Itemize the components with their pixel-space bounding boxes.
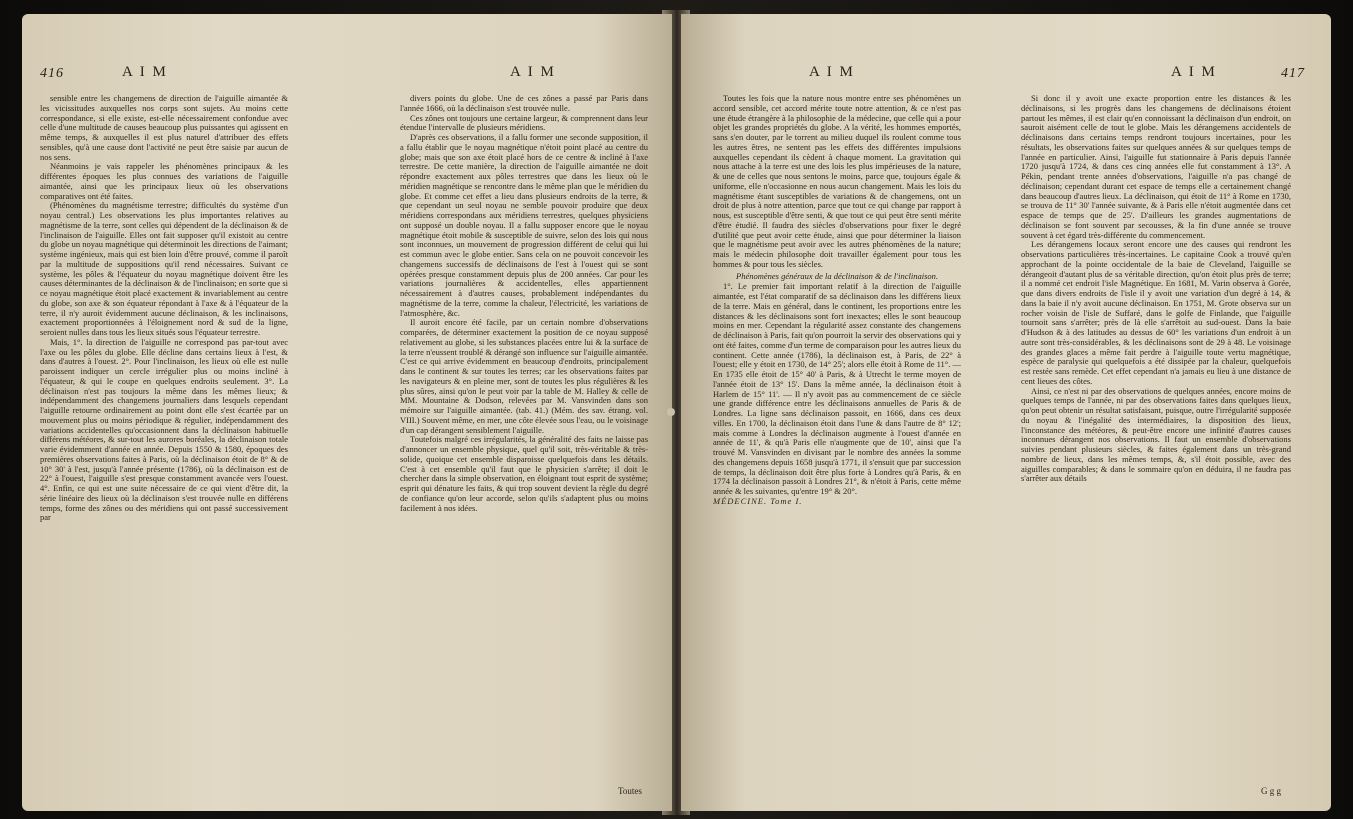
paragraph: Les dérangemens locaux seront encore une des causes qui rendront les observations particulières très-incertaines. Le capitaine Cook a trouvé qu'en approchant de la pointe occidentale de la baie de Cleveland, l'aiguille se dérangeoit d'autant plus de sa véritable direction, qu'on étoit plus près de terre; il a nommé cet endroit l'isle Magnétique. En 1681, M. Varin observa à Gorée, que dans divers endroits de l'isle il y avoit une variation d'un degré à 14, & dans la baie il n'y avoit aucune déclinaison. En 1751, M. Grote observa sur un rocher voisin de l'isle de Suffaré, dans le golfe de Finlande, que l'aiguille tournoit sans s'arrêter; près de là elle s'arrêtoit au sud-ouest. Dans la baie d'Hudson & à des latitudes au dessus de 60° les variations d'un endroit à un autre sont très-considérables, & les déclinaisons sont de 29 à 48. Le voisinage des grandes glaces a même fait perdre à l'aiguille toute vertu magnétique, espèce de paralysie qui quelquefois a été dissipée par la chaleur, quelquefois est restée sans remède. Cet effet cependant n'a jamais eu lieu à une distance de cent lieues des côtes. [1021,239,1291,386]
column-4 [1021,94,1291,784]
section-heading: Phénomènes généraux de la déclinaison & de l'inclinaison. [736,270,938,281]
paragraph: Toutefois malgré ces irrégularités, la généralité des faits ne laisse pas d'annoncer un ensemble physique, quel qu'il soit, très-véritable & très-solide, quoique cet ensemble disparoisse quelquefois dans les détails. C'est à cet ensemble qu'il faut que le physicien s'arrête; il doit le chercher dans la simple observation, en éloignant tout esprit de système; esprit qui dénature les faits, & qui trop souvent devient la règle du degré de confiance qu'on leur accorde, selon qu'ils s'adaptent plus ou moins facilement à nos idées. [400,434,648,513]
paragraph: Ainsi, ce n'est ni par des observations de quelques années, encore moins de quelques temps de l'année, ni par des observations faites dans quelques lieux, qu'on peut obtenir un résultat satisfaisant, puisque, outre l'irrégularité supposée du noyau & l'inégalité des intermédiaires, la disposition des lieux, l'inconstance des météores, & peut-être encore une infinité d'autres causes inconnues dérangent nos observations. Il faut un ensemble d'observations suivies pendant plusieurs siècles, & faites également dans un très-grand nombre de lieux, dans les mêmes temps, &, s'il étoit possible, avec des aiguilles comparables; & dans le sommaire qu'on en déduira, il ne faudra pas s'arrêter aux détails [1021,385,1291,484]
paragraph: Néanmoins je vais rappeler les phénomènes principaux & les différentes époques les plus connues des variations de l'aiguille aimantée, ainsi que les principaux lieux où les observations comparatives ont été faites. [40,161,288,201]
left-page [22,14,672,811]
page-number-right: 417 [1281,66,1305,81]
margin-spot [667,408,675,416]
right-page [681,14,1331,811]
column-1 [40,94,288,784]
catchword: Toutes [618,786,642,796]
running-head-right-b: A I M [1171,64,1217,80]
paragraph: Ces zônes ont toujours une certaine largeur, & comprennent dans leur étendue l'intervalle de plusieurs méridiens. [400,112,648,133]
paragraph: Toutes les fois que la nature nous montre entre ses phénomènes un accord sensible, cet accord mérite toute notre attention, & ce n'est pas une étude étrangère à la philosophie de la médecine, que celle qui a pour objet les grandes propriétés du globe. A la vérité, les hommes emportés, sans s'en douter, par le torrent au milieu duquel ils roulent comme tous les autres êtres, ne sentent pas les effets des différentes impulsions auxquelles cependant ils cèdent à chaque moment. La gravitation qui nous attache à la terre est une des lois les plus impérieuses de la nature, & une de celles que nous sentons le moins, parce que, toujours égale & uniforme, elle n'occasionne en nous aucun changement. Mais les lois du magnétisme étant susceptibles de variations & de changemens, ont un droit de plus à notre attention, parce que tout ce qui change par rapport à nous, est susceptible d'être senti, & que tout ce qui peut être senti mérite d'être étudié. Il faudra des siècles d'observations pour fixer le degré d'utilité que peut avoir cette étude, ainsi que pour déterminer la liaison que le magnétisme peut avoir avec les autres phénomènes de la nature; mais le médecin philosophe doit travailler également pour tous les hommes & pour tous les siècles. [713,94,961,269]
paragraph: Il auroit encore été facile, par un certain nombre d'observations comparées, de déterminer exactement la position de ce noyau supposé relativement au globe, si les substances placées entre lui & la surface de la terre n'eussent troublé & dérangé son influence sur l'aiguille aimantée. C'est ce qui arrive évidemment en beaucoup d'endroits, principalement dans le continent & sur toutes les terres; car les observations faites par les navigateurs & en pleine mer, sont de toutes les plus régulières & les plus sûres, ainsi qu'on le peut voir par la table de M. Halley & celle de MM. Mountaine & Dodson, relevées par M. Vansvinden dans son mémoire sur l'aiguille aimantée. (tab. 41.) (Mém. des sav. étrang. vol. VIII.) Souvent même, en mer, une côte élevée sous l'eau, ou le voisinage d'un cap dérangent sensiblement l'aiguille. [400,317,648,435]
paragraph: 1°. Le premier fait important relatif à la direction de l'aiguille aimantée, est l'état comparatif de sa déclinaison dans les différens lieux de la terre. Mais en général, dans le continent, les proportions entre les distances & les déclinaisons sont fort inexactes; elles le sont beaucoup moins en mer. Cependant la régularité assez constante des changemens de déclinaison à Paris, fait qu'on pourroit la servir des observations qui y ont été faites, comme d'un terme de comparaison pour les autres lieux du continent. Cette année (1786), la déclinaison est, à Paris, de 22° à l'ouest; elle y étoit en 1730, de 14° 25'; alors elle étoit à Rome de 11°. — En 1735 elle étoit de 15° 40' à Paris, & à Utrecht le terme moyen de l'année étoit de 13° 15'. Dans la même année, la déclinaison étoit à Harlem de 15° 11'. — Il n'y avoit pas au commencement de ce siècle une grande différence entre les déclinaisons annuelles de Paris & de Londres. La ligne sans déclinaison passoit, en 1666, dans ces deux villes. En 1700, la déclinaison étoit dans l'une & dans l'autre de 8° 12'; mais comme à Londres la déclinaison augmente à l'ouest d'année en année de 11', & qu'à Paris elle n'augmente que de 10', ainsi que l'a trouvé M. Vansvinden en divisant par le nombre des années la somme des changemens depuis 1658 jusqu'à 1771, il s'ensuit que par succession de temps, la déclinaison doit être plus forte à Londres qu'à Paris, & en 1774 la déclinaison passoit à Londres 21°, & n'étoit à Paris, cette même année & les suivantes, qu'entre 19° & 20°. [713,281,961,496]
running-head-left-a: A I M [122,64,168,80]
signature-mark: G g g [1261,786,1281,796]
column-2 [400,94,648,784]
paragraph: divers points du globe. Une de ces zônes a passé par Paris dans l'année 1666, où la déclinaison s'est trouvée nulle. [400,94,648,113]
column-3 [713,94,961,784]
paragraph: sensible entre les changemens de direction de l'aiguille aimantée & les vicissitudes auxquelles nos corps sont sujets. Au moins cette correspondance, si elle existe, est-elle nécessairement confondue avec celle d'une multitude de causes beaucoup plus puissantes qui agissent en même temps, & auxquelles il est plus naturel d'attribuer des effets sensibles, qu'à une cause dont l'activité ne peut être saisie par aucun de nos sens. [40,94,288,162]
running-head-left-b: A I M [510,64,556,80]
paragraph: Mais, 1°. la direction de l'aiguille ne correspond pas par-tout avec l'axe ou les pôles du globe. Elle décline dans certains lieux à l'est, & dans d'autres à l'ouest. 2°. Pour l'inclinaison, les lieux où elle est nulle paroissent indiquer un cercle irrégulier plus ou moins incliné à l'équateur, & qui le coupe en quelques endroits seulement. 3°. La déclinaison n'est pas toujours la même dans les mêmes lieux; & indépendamment des changemens journaliers dans lesquels cependant l'aiguille retourne ordinairement au point dont elle s'est écartée par un mouvement plus ou moins périodique & régulier, indépendamment des variations accidentelles qu'occasionnent dans la déclinaison habituelle différens météores, & sur-tout les aurores boréales, la déclinaison totale varie évidemment d'année en année. Depuis 1550 & 1580, époques des premières observations faites à Paris, où la déclinaison étoit de 8° & de 10° 30' à l'est, jusqu'à l'année présente (1786), où la déclinaison est de 22° à l'ouest, l'aiguille s'est presque constamment avancée vers l'ouest. 4°. Enfin, ce qui est une suite nécessaire de ce qui vient d'être dit, la série linéaire des lieux où la déclinaison s'est trouvée nulle en différens temps, forme des zônes ou des méridiens qui ont passé successivement par [40,336,288,523]
page-footer: MÉDECINE. Tome I. [713,495,803,506]
paragraph: Si donc il y avoit une exacte proportion entre les distances & les déclinaisons, si les progrès dans les changemens de déclinaisons étoient partout les mêmes, il est clair qu'en connoissant la déclinaison d'un endroit, on sauroit aisément celle de tout le globe. Mais les dérangemens accidentels de déclinaisons dans certains temps rendront toujours incertaines, pour les résultats, les observations faites sur quelques années & sur quelques temps de l'année en particulier. Ainsi, l'aiguille fut stationnaire à Paris depuis l'année 1720 jusqu'à 1724, & dans ces cinq années elle fut constamment à 13°. A Pékin, pendant trente années d'observations, l'aiguille n'a pas changé de déclinaison; cependant durant cet espace de temps elle a certainement changé dans beaucoup d'autres lieux. La déclinaison, qui étoit de 11° à Rome en 1730, se trouva de 11° 30' l'année suivante, & à Paris elle n'étoit augmentée dans cet espace de temps que de 25'. D'ailleurs les grandes augmentations de déclinaison se font souvent par secousses, & la fin d'une année se trouve souvent à cet égard très-différente du commencement. [1021,94,1291,240]
paragraph: D'après ces observations, il a fallu former une seconde supposition, il a fallu établir que le noyau magnétique n'étoit point placé au centre du globe; mais que son axe étoit placé hors de ce centre & incliné à l'axe terrestre. De cette manière, la direction de l'aiguille aimantée ne doit répondre exactement aux pôles terrestres que dans les lieux où le méridien magnétique se rencontre dans le même plan que le méridien du globe. Et comme cet effet a lieu dans plusieurs endroits de la terre, & que cependant un seul noyau ne semble pouvoir produire que deux méridiens correspondans aux méridiens terrestres, quelques physiciens ont supposé un double noyau. Il a fallu supposer encore que le noyau magnétique étoit mobile & susceptible de suivre, selon des lois qui nous sont inconnues, un mouvement de progression différent de celui qui lui est commun avec le globe entier. Sans cela on ne pouvoit concevoir les changemens successifs de déclinaisons de l'est à l'ouest qui se sont opérées presque constamment depuis plus de 200 années. Car pour les variations journalières & accidentelles, elles appartiennent nécessairement à d'autres causes, probablement indépendantes du magnétisme de la terre, comme la chaleur, l'électricité, les variations de l'atmosphère, &c. [400,132,648,318]
page-number-left: 416 [40,66,64,81]
paragraph: (Phénomènes du magnétisme terrestre; difficultés du système d'un noyau central.) Les observations les plus importantes relatives au magnétisme de la terre, sont celles qui dépendent de la déclinaison & de l'inclinaison de l'aiguille. Elles ont fait supposer qu'il existoit au centre du globe un noyau magnétique qui déterminoit les directions de l'aimant; système ingénieux, mais qui est bien loin d'être prouvé, comme il paroît par la multitude de suppositions qu'il rend nécessaires. Suivant ce système, les pôles & l'équateur du noyau magnétique doivent être les causes déterminantes de la déclinaison & de l'inclinaison; en sorte que si ce noyau magnétique étoit placé exactement & invariablement au centre du globe, son axe & son équateur répondant à l'axe & à l'équateur de la terre, il n'y auroit évidemment aucune déclinaison, & les inclinaisons, exactement proportionnées à l'éloignement nord & sud de la ligne, seroient nulles dans tous les lieux situés sous l'équateur terrestre. [40,200,288,337]
running-head-right-a: A I M [809,64,855,80]
